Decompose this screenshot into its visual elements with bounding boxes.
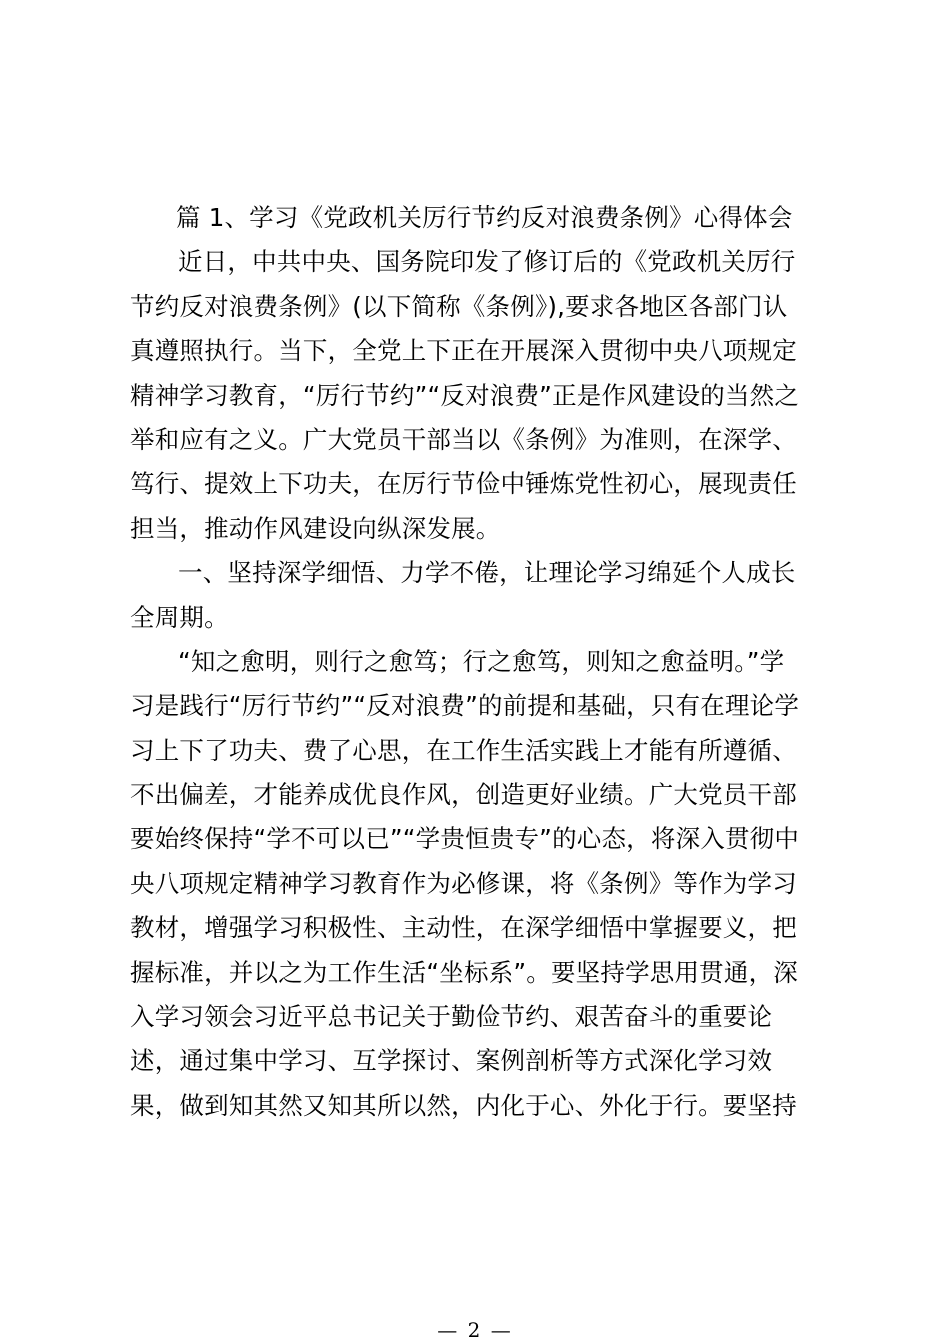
body-text-line: 近日，中共中央、国务院印发了修订后的《党政机关厉行 [178,247,796,277]
body-text-line: 教材，增强学习积极性、主动性，在深学细悟中掌握要义，把 [130,913,797,943]
body-text-line: 真遵照执行。当下，全党上下正在开展深入贯彻中央八项规定 [130,336,797,366]
body-text-line: 果，做到知其然又知其所以然，内化于心、外化于行。要坚持 [130,1090,797,1120]
body-text-line: 笃行、提效上下功夫，在厉行节俭中锤炼党性初心，展现责任 [130,469,797,499]
page-number: — 2 — [437,1318,513,1342]
body-text-line: 不出偏差，才能养成优良作风，创造更好业绩。广大党员干部 [130,780,797,810]
body-text-line: 要始终保持“学不可以已”“学贵恒贵专”的心态，将深入贯彻中 [130,824,800,854]
body-text-line: 入学习领会习近平总书记关于勤俭节约、艰苦奋斗的重要论 [130,1002,773,1032]
body-text-line: 全周期。 [130,602,229,632]
body-text-line: 述，通过集中学习、互学探讨、案例剖析等方式深化学习效 [130,1046,773,1076]
body-text-line: 节约反对浪费条例》(以下简称《条例》),要求各地区各部门认 [130,291,788,321]
document-body [130,196,830,1128]
body-text-line: “知之愈明，则行之愈笃；行之愈笃，则知之愈益明。”学 [178,646,785,676]
body-text-line: 举和应有之义。广大党员干部当以《条例》为准则，在深学、 [130,424,797,454]
body-text-line: 担当，推动作风建设向纵深发展。 [130,513,501,543]
body-text-line: 握标准，并以之为工作生活“坐标系”。要坚持学思用贯通，深 [130,957,798,987]
body-text-line: 习上下了功夫、费了心思，在工作生活实践上才能有所遵循、 [130,735,797,765]
body-text-line: 习是践行“厉行节约”“反对浪费”的前提和基础，只有在理论学 [130,691,800,721]
body-text-line: 精神学习教育，“厉行节约”“反对浪费”正是作风建设的当然之 [130,380,800,410]
document-title: 篇 1、学习《党政机关厉行节约反对浪费条例》心得体会 [176,203,793,232]
body-text-line: 一、坚持深学细悟、力学不倦，让理论学习绵延个人成长 [178,558,796,588]
body-text-line: 央八项规定精神学习教育作为必修课，将《条例》等作为学习 [130,868,797,898]
